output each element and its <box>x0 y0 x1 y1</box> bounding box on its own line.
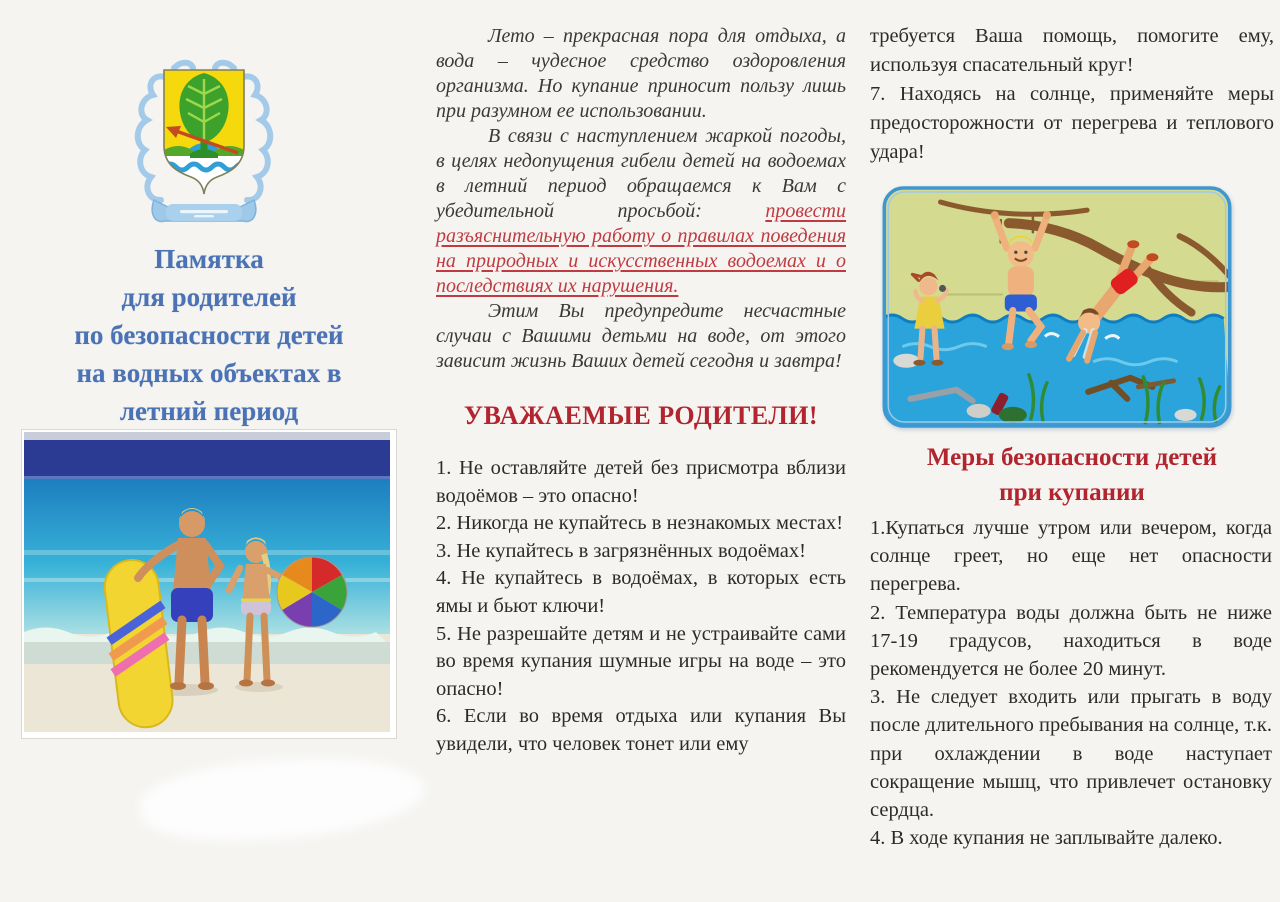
appeal-red-underlined: провести разъяснительную работу о правилах поведения на природных и искусственных водоемах и о последствиях их нарушения. <box>436 200 846 297</box>
rule-item: 2. Никогда не купайтесь в незнакомых местах! <box>436 512 844 535</box>
rules-continuation <box>870 22 1274 167</box>
heading-line: при купании <box>999 479 1145 506</box>
photo-sky <box>24 440 390 478</box>
middle-column <box>436 24 846 759</box>
rule-item: 4. Не купайтесь в водоёмах, в которых есть ямы и бьют ключи! <box>436 567 846 617</box>
rule-item: 1. Не оставляйте детей без присмотра вблизи водоёмов – это опасно! <box>436 457 846 507</box>
heading-line: Меры безопасности детей <box>926 444 1218 471</box>
warning-paragraph: Этим Вы предупредите несчастные случаи с Вашими детьми на воде, от этого зависит жизнь Ваших детей сегодня и завтра! <box>436 300 846 372</box>
beach-ball <box>277 557 347 627</box>
swimming-cartoon <box>882 186 1232 428</box>
intro-paragraph: Лето – прекрасная пора для отдыха, а вода – чудесное средство оздоровления организма. Но купание приносит пользу лишь при разумном ее использовании. <box>436 25 846 122</box>
measure-item: 4. В ходе купания не заплывайте далеко. <box>870 827 1223 850</box>
rule-item: 6. Если во время отдыха или купания Вы увидели, что человек тонет или ему <box>436 705 846 755</box>
rule-item: 5. Не разрешайте детям и не устраивайте сами во время купания шумные игры на воде – это опасно! <box>436 622 846 700</box>
title-line: для родителей <box>121 282 297 312</box>
leaflet-title <box>0 240 418 430</box>
safety-measures-heading <box>870 440 1274 510</box>
parents-heading: УВАЖАЕМЫЕ РОДИТЕЛИ! <box>463 401 819 430</box>
emblem-ribbon <box>152 200 256 222</box>
right-column <box>870 0 1274 902</box>
rules-list <box>436 455 846 759</box>
title-line: по безопасности детей <box>74 320 344 350</box>
rule-item-continuation: требуется Ваша помощь, помогите ему, используя спасательный круг! <box>870 25 1274 76</box>
measure-item: 2. Температура воды должна быть не ниже 17-19 градусов, находиться в воде рекомендуется не более 20 минут. <box>870 601 1272 681</box>
measure-item: 1.Купаться лучше утром или вечером, когда солнце греет, но еще нет опасности перегрева. <box>870 517 1272 596</box>
title-line: Памятка <box>154 244 264 274</box>
title-line: летний период <box>119 396 299 426</box>
coat-of-arms-icon <box>126 54 282 234</box>
appeal-lead: В связи с наступлением жаркой погоды, в целях недопущения гибели детей на водоемах в летний период обращаемся к Вам с убедительной просьбой: <box>436 125 846 222</box>
title-line: на водных объектах в <box>76 358 342 388</box>
appeal-paragraph <box>436 124 846 299</box>
beach-photo <box>22 430 396 738</box>
rule-item: 7. Находясь на солнце, применяйте меры предосторожности от перегрева и теплового удара! <box>870 83 1274 163</box>
rule-item: 3. Не купайтесь в загрязнённых водоёмах! <box>436 539 806 562</box>
white-smudge <box>138 750 428 848</box>
safety-measures-list <box>870 514 1272 852</box>
measure-item: 3. Не следует входить или прыгать в воду после длительного пребывания на солнце, т.к. при охлаждении в воде наступает сокращение мышц, что привлечет остановку сердца. <box>870 686 1272 822</box>
